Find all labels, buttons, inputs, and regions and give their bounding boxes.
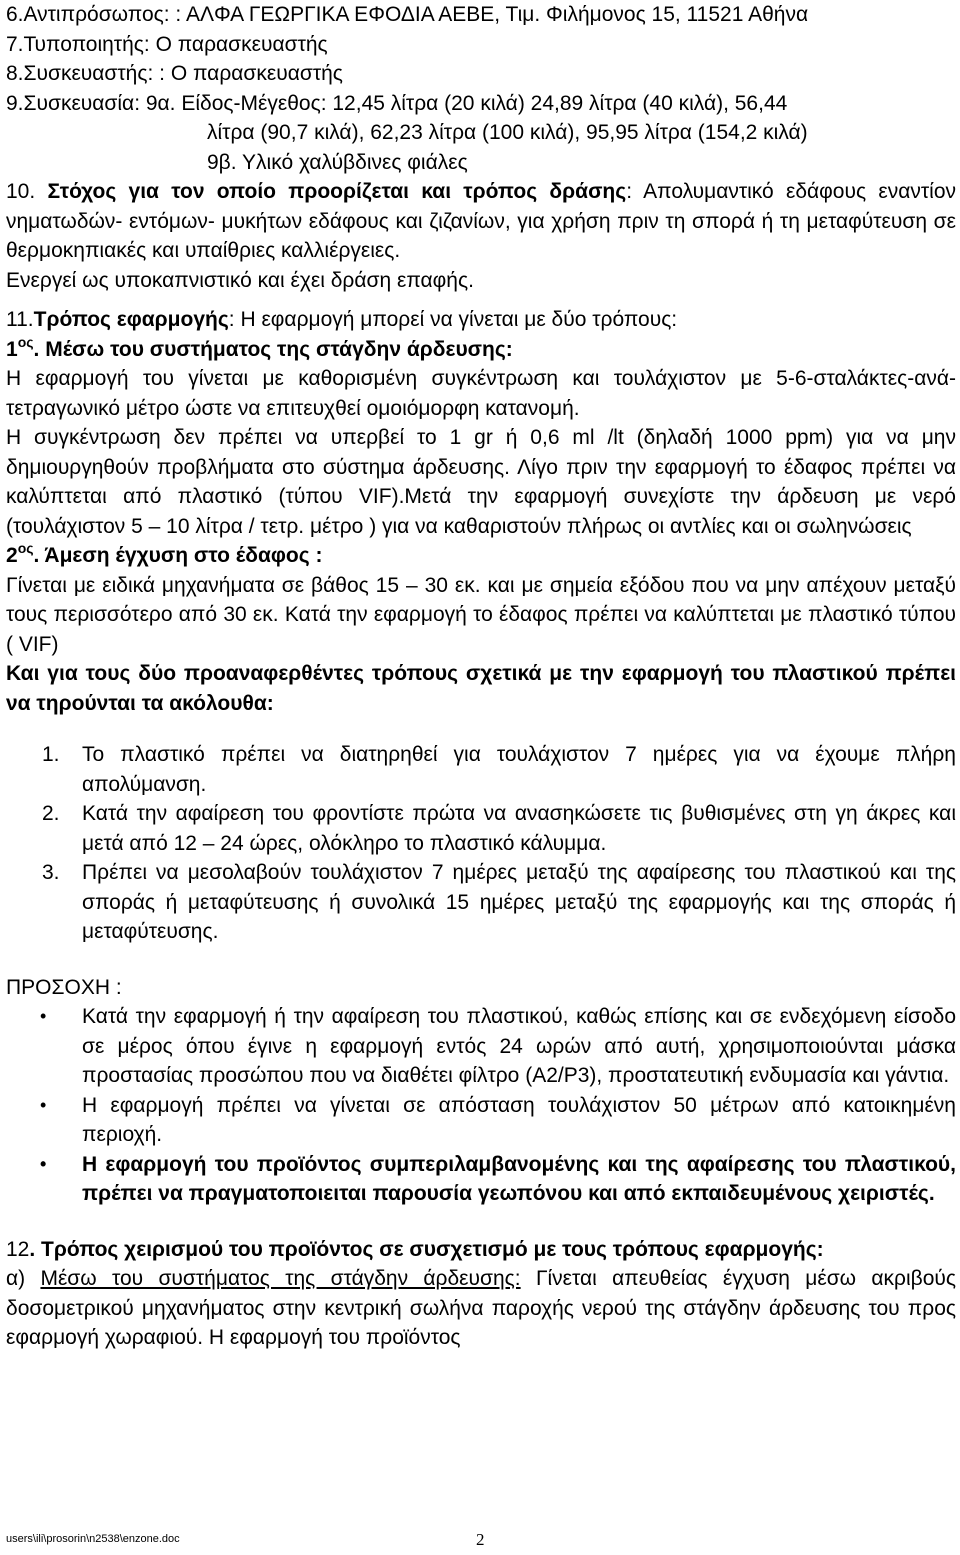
- section-11-intro: [6, 305, 956, 335]
- item-7-packager: 7.Τυποποιητής: Ο παρασκευαστής: [6, 32, 328, 56]
- section-10-text: : Απολυμαντικό εδάφους εναντίον νηματωδών- εντόμων- μυκήτων εδάφους και ζιζανίων, για χρήση πριν τη σπορά ή τη μεταφύτευση σε θερμοκηπιακές και υπαίθριες καλλιέργειες.: [6, 180, 957, 262]
- caution-title: ΠΡΟΣΟΧΗ :: [6, 975, 122, 999]
- section-12-a-title: Μέσω του συστήματος της στάγδην άρδευσης:: [40, 1267, 521, 1290]
- plastic-rules-list: [6, 740, 956, 947]
- section-11-number: 11.: [6, 308, 34, 331]
- list-item: • Η εφαρμογή του προϊόντος συμπεριλαμβανομένης και της αφαίρεσης του πλαστικού, πρέπει να πραγματοποιειται παρουσία γεωπόνου και από εκπαιδευμένους χειριστές.: [6, 1150, 956, 1209]
- page-number: 2: [476, 1530, 485, 1549]
- section-10: [6, 177, 956, 266]
- method-1-title: $1^{o\varsigma}$. Μέσω του συστήματος της στάγδην άρδευσης:: [6, 333, 513, 361]
- list-item: • Κατά την εφαρμογή ή την αφαίρεση του πλαστικού, καθώς επίσης και σε ενδεχόμενη είσοδο σε μέρος όπου έγινε η εφαρμογή εντός 24 ωρών από αυτή, χρησιμοποιούνται μάσκα προστασίας προσώπου που να διαθέτει φίλτρο (A2/P3), προστατευτική ενδυμασία και γάντια.: [6, 1002, 956, 1091]
- section-10-number: 10.: [6, 180, 36, 203]
- method-2-paragraph: Γίνεται με ειδικά μηχανήματα σε βάθος 15 – 30 εκ. και με σημεία εξόδου που να μην απέχουν μεταξύ τους περισσότερο από 30 εκ. Κατά την εφαρμογή το έδαφος πρέπει να καλύπτεται με πλαστικό τύπου ( VIF): [6, 573, 956, 656]
- list-item: • Η εφαρμογή πρέπει να γίνεται σε απόσταση τουλάχιστον 50 μέτρων από κατοικημένη περιοχή.: [6, 1091, 956, 1150]
- section-11-intro-text: : Η εφαρμογή μπορεί να γίνεται με δύο τρόπους:: [228, 308, 678, 331]
- section-10-heading: Στόχος για τον οποίο προορίζεται και τρόπος δράσης: [47, 180, 627, 203]
- item-9b-material: 9β. Υλικό χαλύβδινες φιάλες: [207, 150, 468, 174]
- section-11-heading: Τρόπος εφαρμογής: [33, 308, 229, 331]
- bullet-icon: •: [40, 1094, 47, 1115]
- bullet-icon: •: [40, 1153, 47, 1174]
- section-10-last-line: Ενεργεί ως υποκαπνιστικό και έχει δράση επαφής.: [6, 268, 474, 292]
- method-1-paragraph-2: Η συγκέντρωση δεν πρέπει να υπερβεί το 1 gr ή 0,6 ml /lt (δηλαδή 1000 ppm) για να μην δημιουργηθούν προβλήματα στο σύστημα άρδευσης. Λίγο πριν την εφαρμογή το έδαφος πρέπει να καλύπτεται από πλαστικό (τύπου VIF).Μετά την εφαρμογή συνεχίστε την άρδευση με νερό (τουλάχιστον 5 – 10 λίτρα / τετρ. μέτρο ) για να καθαριστούν πλήρως οι αντλίες και οι σωληνώσεις: [6, 426, 956, 538]
- item-9-packaging-cont: λίτρα (90,7 κιλά), 62,23 λίτρα (100 κιλά), 95,95 λίτρα (154,2 κιλά): [207, 121, 808, 144]
- caution-list: [6, 1002, 956, 1209]
- footer-file-path: users\ili\prosorin\n2538\enzone.doc: [6, 1533, 180, 1545]
- document-page: [6, 0, 956, 1353]
- item-6-representative: 6.Αντιπρόσωπος: : ΑΛΦΑ ΓΕΩΡΓΙΚΑ ΕΦΟΔΙΑ ΑΕΒΕ, Τιμ. Φιλήμονος 15, 11521 Αθήνα: [6, 3, 809, 26]
- section-12-a: α) Μέσω του συστήματος της στάγδην άρδευσης: Γίνεται απευθείας έγχυση μέσω ακριβούς δοσομετρικού μηχανήματος στην κεντρική σωλήνα παροχής νερού της στάγδην άρδευσης του προς εφαρμογή χωραφιού. Η εφαρμογή του προϊόντος: [6, 1267, 956, 1349]
- both-methods-title: Και για τους δύο προαναφερθέντες τρόπους σχετικά με την εφαρμογή του πλαστικού πρέπει να τηρούνται τα ακόλουθα:: [6, 662, 956, 715]
- section-12-number: 12: [6, 1237, 30, 1261]
- list-item: 2. Κατά την αφαίρεση του φροντίστε πρώτα να ανασηκώσετε τις βυθισμένες στη γη άκρες και μετά από 12 – 24 ώρες, ολόκληρο το πλαστικό κάλυμμα.: [42, 802, 956, 855]
- section-12: [6, 1235, 956, 1265]
- list-item: 1. Το πλαστικό πρέπει να διατηρηθεί για τουλάχιστον 7 ημέρες για να έχουμε πλήρη απολύμανση.: [42, 743, 956, 796]
- item-9-packaging: 9.Συσκευασία: 9α. Είδος-Μέγεθος: 12,45 λίτρα (20 κιλά) 24,89 λίτρα (40 κιλά), 56,44: [6, 91, 788, 115]
- method-1-paragraph-1: Η εφαρμογή του γίνεται με καθορισμένη συγκέντρωση και τουλάχιστον με 5-6-σταλάκτες-ανά-τετραγωνικό μέτρο ώστε να επιτευχθεί ομοιόμορφη κατανομή.: [6, 367, 956, 420]
- method-2-title: $2^{o\varsigma}$. Άμεση έγχυση στο έδαφος :: [6, 540, 323, 567]
- item-8-packer: 8.Συσκευαστής: : Ο παρασκευαστής: [6, 62, 343, 85]
- bullet-icon: •: [40, 1006, 47, 1026]
- section-12-heading: . Τρόπος χειρισμού του προϊόντος σε συσχετισμό με τους τρόπους εφαρμογής:: [29, 1237, 824, 1261]
- list-item: 3. Πρέπει να μεσολαβούν τουλάχιστον 7 ημέρες μεταξύ της αφαίρεσης του πλαστικού και της σποράς ή μεταφύτευσης ή συνολικά 15 ημέρες μεταξύ της εφαρμογής και της σποράς ή μεταφύτευσης.: [42, 861, 956, 943]
